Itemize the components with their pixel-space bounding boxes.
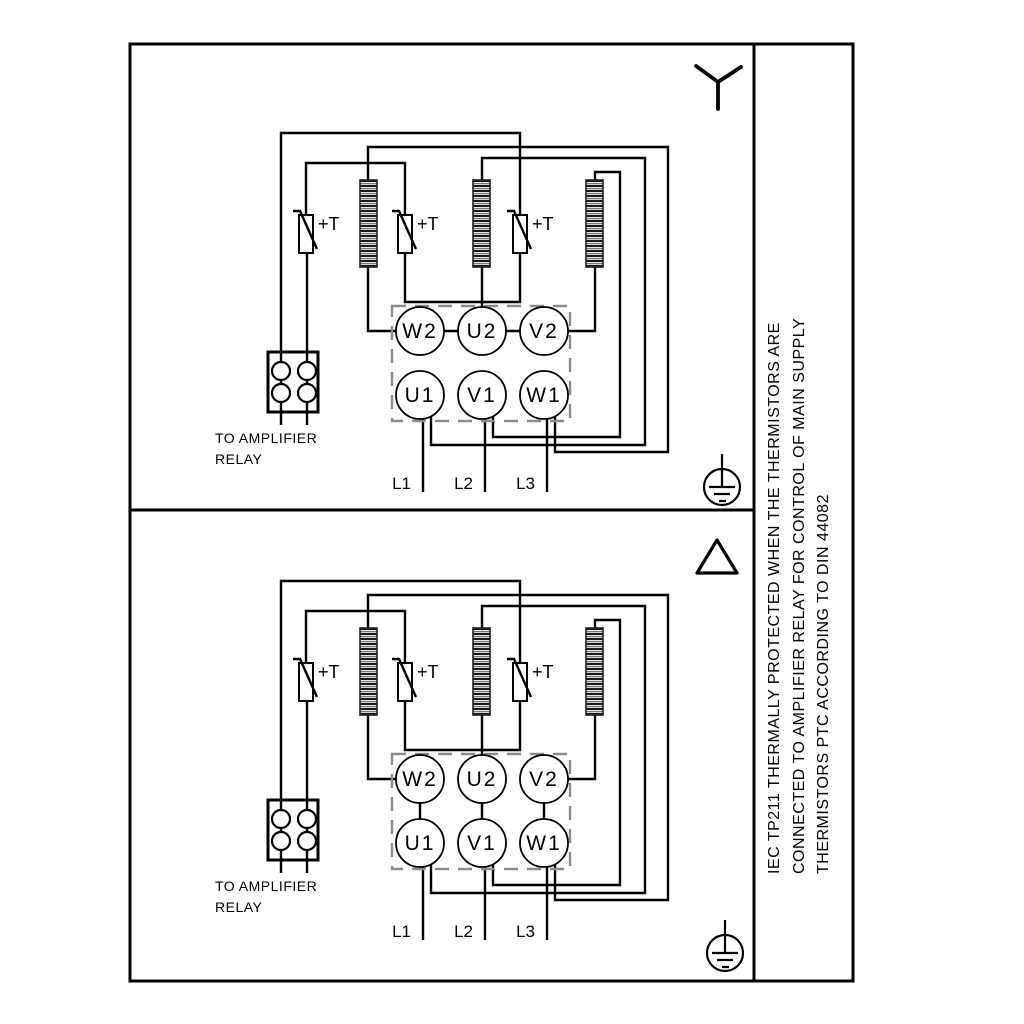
terminal-label: W2	[402, 320, 438, 343]
thermistor-ptc-1	[293, 659, 340, 701]
amplifier-relay-contacts	[268, 352, 318, 412]
motor-winding-coil-1	[360, 180, 377, 267]
terminal-U2	[458, 755, 506, 803]
terminal-label: U2	[466, 320, 498, 343]
terminal-V1	[458, 371, 506, 419]
motor-winding-coil-2	[473, 180, 490, 267]
thermistor-label: +T	[532, 662, 554, 682]
ground-bars	[709, 454, 735, 501]
motor-winding-coil-2	[473, 628, 490, 715]
terminal-label: W1	[526, 832, 562, 855]
relay-contact	[272, 810, 290, 828]
delta-symbol-icon	[697, 540, 737, 573]
terminal-V2	[520, 755, 568, 803]
supply-line-label-L1: L1	[392, 474, 411, 493]
thermistor-label: +T	[417, 662, 439, 682]
terminal-label: V1	[467, 832, 497, 855]
terminal-W2	[396, 755, 444, 803]
terminal-label: V2	[529, 320, 559, 343]
motor-winding-coil-3	[586, 180, 603, 267]
terminal-V1	[458, 819, 506, 867]
thermistor-label: +T	[532, 214, 554, 234]
earth-ground-icon	[704, 454, 740, 505]
terminal-U1	[396, 371, 444, 419]
side-note-line-1: IEC TP211 THERMALLY PROTECTED WHEN THE THERMISTORS ARE	[766, 322, 783, 874]
terminal-U1	[396, 819, 444, 867]
relay-contact	[272, 362, 290, 380]
relay-contact	[272, 384, 290, 402]
thermistor-ptc-1	[293, 211, 340, 253]
supply-line-label-L1: L1	[392, 922, 411, 941]
supply-line-label-L3: L3	[516, 474, 535, 493]
side-note	[766, 318, 832, 874]
thermistor-label: +T	[318, 662, 340, 682]
terminal-label: U2	[466, 768, 498, 791]
relay-caption-line-1: TO AMPLIFIER	[215, 430, 318, 446]
supply-line-label-L2: L2	[454, 922, 473, 941]
delta-series-links	[420, 803, 544, 819]
relay-box	[268, 352, 318, 412]
side-note-line-2: CONNECTED TO AMPLIFIER RELAY FOR CONTROL OF MAIN SUPPLY	[791, 317, 808, 874]
star-symbol-icon	[696, 66, 741, 109]
motor-winding-coil-1	[360, 628, 377, 715]
thermistor-label: +T	[318, 214, 340, 234]
motor-winding-coil-3	[586, 628, 603, 715]
thermistor-ptc-2	[392, 659, 439, 701]
terminal-label: V1	[467, 384, 497, 407]
relay-box	[268, 800, 318, 860]
relay-contact	[272, 832, 290, 850]
relay-caption-line-2: RELAY	[215, 451, 263, 467]
terminal-label: W1	[526, 384, 562, 407]
supply-line-label-L3: L3	[516, 922, 535, 941]
thermistor-label: +T	[417, 214, 439, 234]
terminal-label: V2	[529, 768, 559, 791]
terminal-label: W2	[402, 768, 438, 791]
terminal-U2	[458, 307, 506, 355]
terminal-V2	[520, 307, 568, 355]
relay-contact	[298, 810, 316, 828]
side-note-line-3: THERMISTORS PTC ACCORDING TO DIN 44082	[815, 494, 832, 874]
relay-contact	[298, 362, 316, 380]
terminal-W1	[520, 819, 568, 867]
terminal-W2	[396, 307, 444, 355]
terminal-W1	[520, 371, 568, 419]
delta-connection-panel	[215, 581, 668, 941]
terminal-label: U1	[404, 384, 436, 407]
relay-caption-line-2: RELAY	[215, 899, 263, 915]
relay-contact	[298, 384, 316, 402]
ground-bars	[712, 920, 738, 967]
relay-contact	[298, 832, 316, 850]
thermistor-ptc-3	[507, 659, 554, 701]
terminal-label: U1	[404, 832, 436, 855]
star-connection-panel	[215, 133, 668, 493]
thermistor-ptc-3	[507, 211, 554, 253]
thermistor-ptc-2	[392, 211, 439, 253]
amplifier-relay-contacts	[268, 800, 318, 860]
relay-caption-line-1: TO AMPLIFIER	[215, 878, 318, 894]
supply-line-label-L2: L2	[454, 474, 473, 493]
earth-ground-icon	[707, 920, 743, 971]
